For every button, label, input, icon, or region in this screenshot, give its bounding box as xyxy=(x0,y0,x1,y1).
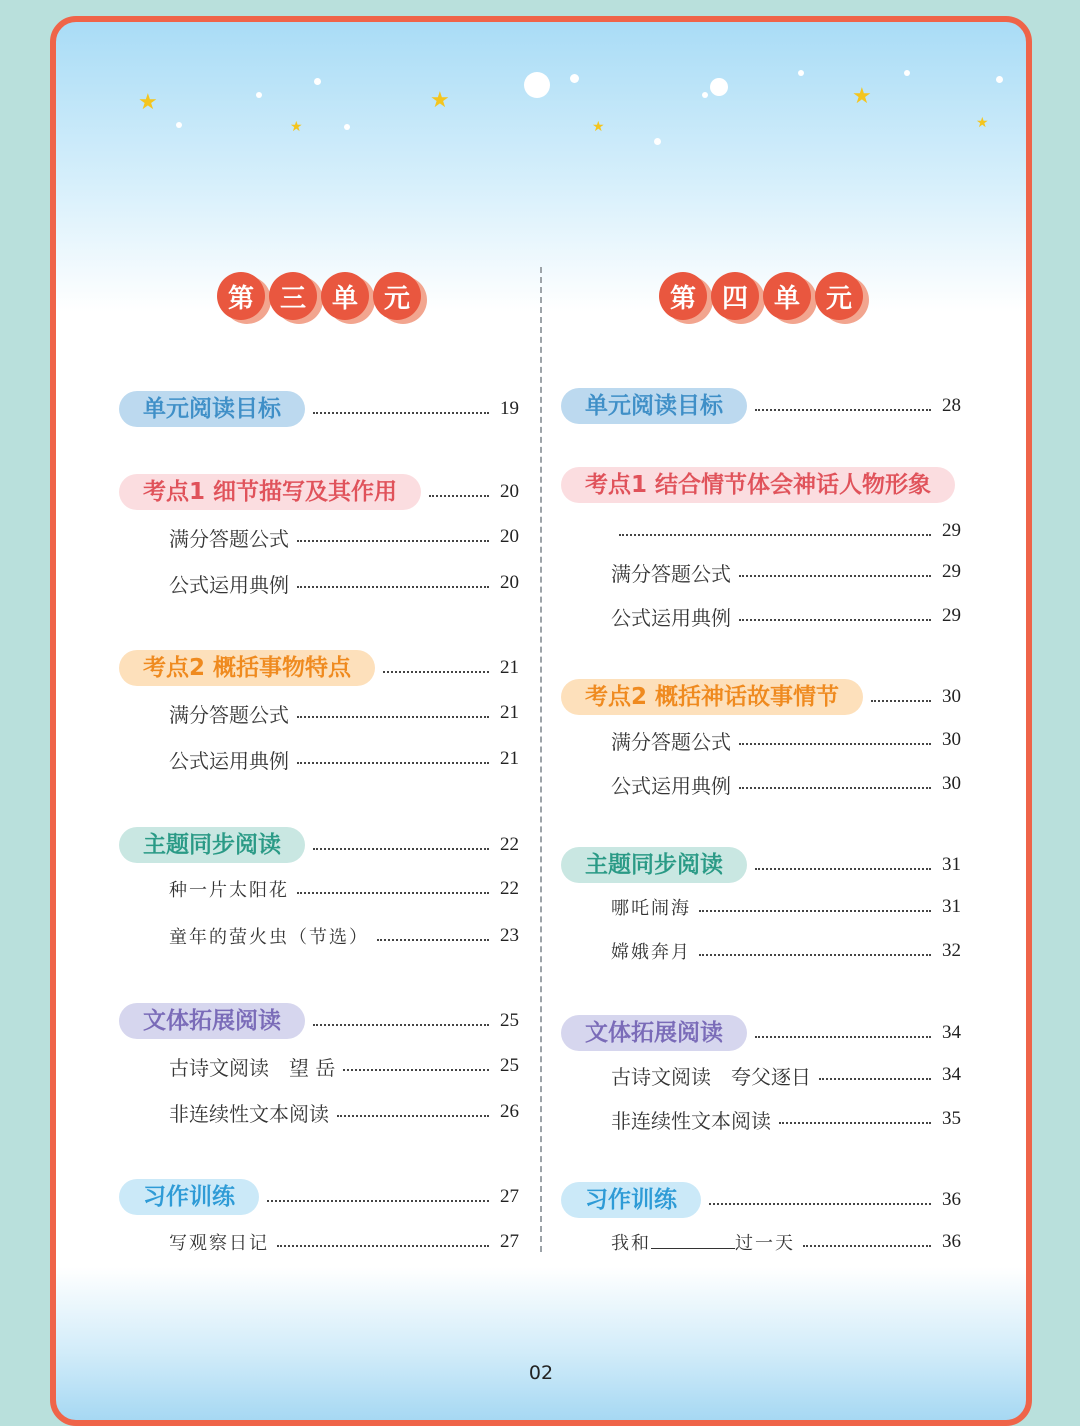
leader-dots xyxy=(277,1245,489,1247)
leader-dots xyxy=(377,939,489,941)
leader-dots xyxy=(343,1069,489,1071)
leader-dots xyxy=(313,848,489,850)
fill-in-blank xyxy=(651,1232,735,1249)
section-label: 考点1 结合情节体会神话人物形象 xyxy=(561,467,955,503)
page-number: 29 xyxy=(942,605,961,626)
leader-dots xyxy=(739,619,931,621)
page-number: 36 xyxy=(942,1231,961,1252)
page-number: 21 xyxy=(500,702,519,723)
column-divider xyxy=(540,267,542,1252)
star-icon: ★ xyxy=(290,119,303,135)
leader-dots xyxy=(383,671,489,673)
title-char: 单 xyxy=(321,272,369,320)
section-label: 考点2 概括事物特点 xyxy=(119,650,375,686)
page-number: 28 xyxy=(942,395,961,416)
toc-subentry[interactable] xyxy=(119,871,519,907)
section-label: 考点2 概括神话故事情节 xyxy=(561,679,863,715)
dot-decoration xyxy=(344,124,350,130)
toc-entry[interactable] xyxy=(119,474,519,510)
toc-entry-continuation[interactable] xyxy=(561,513,961,549)
subentry-label: 满分答题公式 xyxy=(169,702,289,727)
section-label: 文体拓展阅读 xyxy=(119,1003,305,1039)
subentry-label: 古诗文阅读 夸父逐日 xyxy=(611,1064,811,1089)
page-number: 21 xyxy=(500,657,519,678)
dot-decoration xyxy=(524,72,550,98)
leader-dots xyxy=(755,868,931,870)
leader-dots xyxy=(819,1078,931,1080)
page-number: 29 xyxy=(942,520,961,541)
dot-decoration xyxy=(176,122,182,128)
toc-subentry[interactable] xyxy=(119,918,519,954)
section-label: 单元阅读目标 xyxy=(119,391,305,427)
page-number: 27 xyxy=(500,1186,519,1207)
page-number: 25 xyxy=(500,1055,519,1076)
leader-dots xyxy=(297,892,489,894)
page-number: 30 xyxy=(942,729,961,750)
leader-dots xyxy=(779,1122,931,1124)
toc-subentry[interactable] xyxy=(119,741,519,777)
leader-dots xyxy=(297,762,489,764)
toc-subentry[interactable] xyxy=(561,1224,961,1260)
subentry-label: 古诗文阅读 望 岳 xyxy=(169,1055,336,1080)
subentry-label: 满分答题公式 xyxy=(611,561,731,586)
subentry-label: 童年的萤火虫（节选） xyxy=(169,927,369,948)
toc-entry[interactable] xyxy=(119,1003,519,1039)
toc-entry[interactable] xyxy=(119,827,519,863)
toc-entry[interactable] xyxy=(561,847,961,883)
dot-decoration xyxy=(904,70,910,76)
toc-subentry[interactable] xyxy=(561,889,961,925)
title-char: 元 xyxy=(815,272,863,320)
page-number: 31 xyxy=(942,854,961,875)
leader-dots xyxy=(699,910,931,912)
leader-dots xyxy=(267,1200,489,1202)
subentry-label: 嫦娥奔月 xyxy=(611,942,691,963)
page-number: 36 xyxy=(942,1189,961,1210)
page-number: 32 xyxy=(942,940,961,961)
toc-subentry[interactable] xyxy=(561,722,961,758)
star-icon: ★ xyxy=(976,115,989,131)
toc-subentry[interactable] xyxy=(561,554,961,590)
subentry-label: 满分答题公式 xyxy=(611,729,731,754)
dot-decoration xyxy=(256,92,262,98)
page-number: 20 xyxy=(500,526,519,547)
section-label: 主题同步阅读 xyxy=(561,847,747,883)
leader-dots xyxy=(297,586,489,588)
section-label: 考点1 细节描写及其作用 xyxy=(119,474,421,510)
unit-four-title xyxy=(659,272,867,324)
page-number: 30 xyxy=(942,686,961,707)
page-number: 19 xyxy=(500,398,519,419)
toc-entry[interactable] xyxy=(561,1182,961,1218)
toc-entry[interactable] xyxy=(119,391,519,427)
toc-subentry[interactable] xyxy=(561,933,961,969)
leader-dots xyxy=(739,787,931,789)
leader-dots xyxy=(313,1024,489,1026)
leader-dots xyxy=(871,700,931,702)
title-char: 第 xyxy=(659,272,707,320)
star-icon: ★ xyxy=(852,84,872,109)
leader-dots xyxy=(297,540,489,542)
star-icon: ★ xyxy=(592,119,605,135)
leader-dots xyxy=(297,716,489,718)
subentry-label: 公式运用典例 xyxy=(169,572,289,597)
toc-entry[interactable] xyxy=(119,650,519,686)
title-char: 元 xyxy=(373,272,421,320)
subentry-label: 哪吒闹海 xyxy=(611,898,691,919)
label-before-blank: 我和 xyxy=(611,1233,651,1254)
subentry-label: 满分答题公式 xyxy=(169,526,289,551)
dot-decoration xyxy=(654,138,661,145)
toc-subentry[interactable] xyxy=(119,1224,519,1260)
dot-decoration xyxy=(570,74,579,83)
leader-dots xyxy=(699,954,931,956)
subentry-label: 种一片太阳花 xyxy=(169,880,289,901)
page-number: 25 xyxy=(500,1010,519,1031)
toc-subentry[interactable] xyxy=(561,598,961,634)
title-char: 四 xyxy=(711,272,759,320)
toc-subentry[interactable] xyxy=(119,519,519,555)
page-frame xyxy=(50,16,1032,1426)
leader-dots xyxy=(803,1245,931,1247)
star-icon: ★ xyxy=(430,88,450,113)
leader-dots xyxy=(739,743,931,745)
page-number: 30 xyxy=(942,773,961,794)
page-number: 35 xyxy=(942,1108,961,1129)
leader-dots xyxy=(739,575,931,577)
leader-dots xyxy=(337,1115,489,1117)
toc-subentry[interactable] xyxy=(119,1094,519,1130)
leader-dots xyxy=(429,495,489,497)
toc-entry[interactable] xyxy=(561,467,981,503)
dot-decoration xyxy=(798,70,804,76)
page-number: 31 xyxy=(942,896,961,917)
toc-subentry[interactable] xyxy=(119,695,519,731)
leader-dots xyxy=(619,534,931,536)
leader-dots xyxy=(755,1036,931,1038)
page-number: 27 xyxy=(500,1231,519,1252)
page-number-footer: 02 xyxy=(528,1362,554,1384)
toc-subentry[interactable] xyxy=(561,1057,961,1093)
subentry-label: 非连续性文本阅读 xyxy=(169,1101,329,1126)
page-number: 26 xyxy=(500,1101,519,1122)
leader-dots xyxy=(313,412,489,414)
label-after-blank: 过一天 xyxy=(735,1233,795,1254)
toc-subentry[interactable] xyxy=(119,565,519,601)
toc-subentry[interactable] xyxy=(561,1101,961,1137)
section-label: 主题同步阅读 xyxy=(119,827,305,863)
unit-three-title xyxy=(217,272,425,324)
dot-decoration xyxy=(996,76,1003,83)
page-number: 23 xyxy=(500,925,519,946)
dot-decoration xyxy=(710,78,728,96)
star-icon: ★ xyxy=(138,90,158,115)
section-label: 文体拓展阅读 xyxy=(561,1015,747,1051)
subentry-label: 非连续性文本阅读 xyxy=(611,1108,771,1133)
subentry-label: 公式运用典例 xyxy=(611,605,731,630)
toc-subentry[interactable] xyxy=(561,766,961,802)
section-label: 习作训练 xyxy=(561,1182,701,1218)
toc-entry[interactable] xyxy=(119,1179,519,1215)
toc-subentry[interactable] xyxy=(119,1048,519,1084)
title-char: 三 xyxy=(269,272,317,320)
page-number: 22 xyxy=(500,834,519,855)
subentry-label: 公式运用典例 xyxy=(611,773,731,798)
page-number: 34 xyxy=(942,1022,961,1043)
page-number: 20 xyxy=(500,481,519,502)
subentry-label xyxy=(561,1229,795,1255)
page-number: 29 xyxy=(942,561,961,582)
subentry-label: 公式运用典例 xyxy=(169,748,289,773)
page-number: 21 xyxy=(500,748,519,769)
toc-entry[interactable] xyxy=(561,679,961,715)
subentry-label: 写观察日记 xyxy=(169,1233,269,1254)
dot-decoration xyxy=(314,78,321,85)
title-char: 第 xyxy=(217,272,265,320)
page-number: 34 xyxy=(942,1064,961,1085)
toc-entry[interactable] xyxy=(561,1015,961,1051)
toc-entry[interactable] xyxy=(561,388,961,424)
section-label: 单元阅读目标 xyxy=(561,388,747,424)
page-number: 20 xyxy=(500,572,519,593)
section-label: 习作训练 xyxy=(119,1179,259,1215)
title-char: 单 xyxy=(763,272,811,320)
leader-dots xyxy=(755,409,931,411)
leader-dots xyxy=(709,1203,931,1205)
page-number: 22 xyxy=(500,878,519,899)
dot-decoration xyxy=(702,92,708,98)
